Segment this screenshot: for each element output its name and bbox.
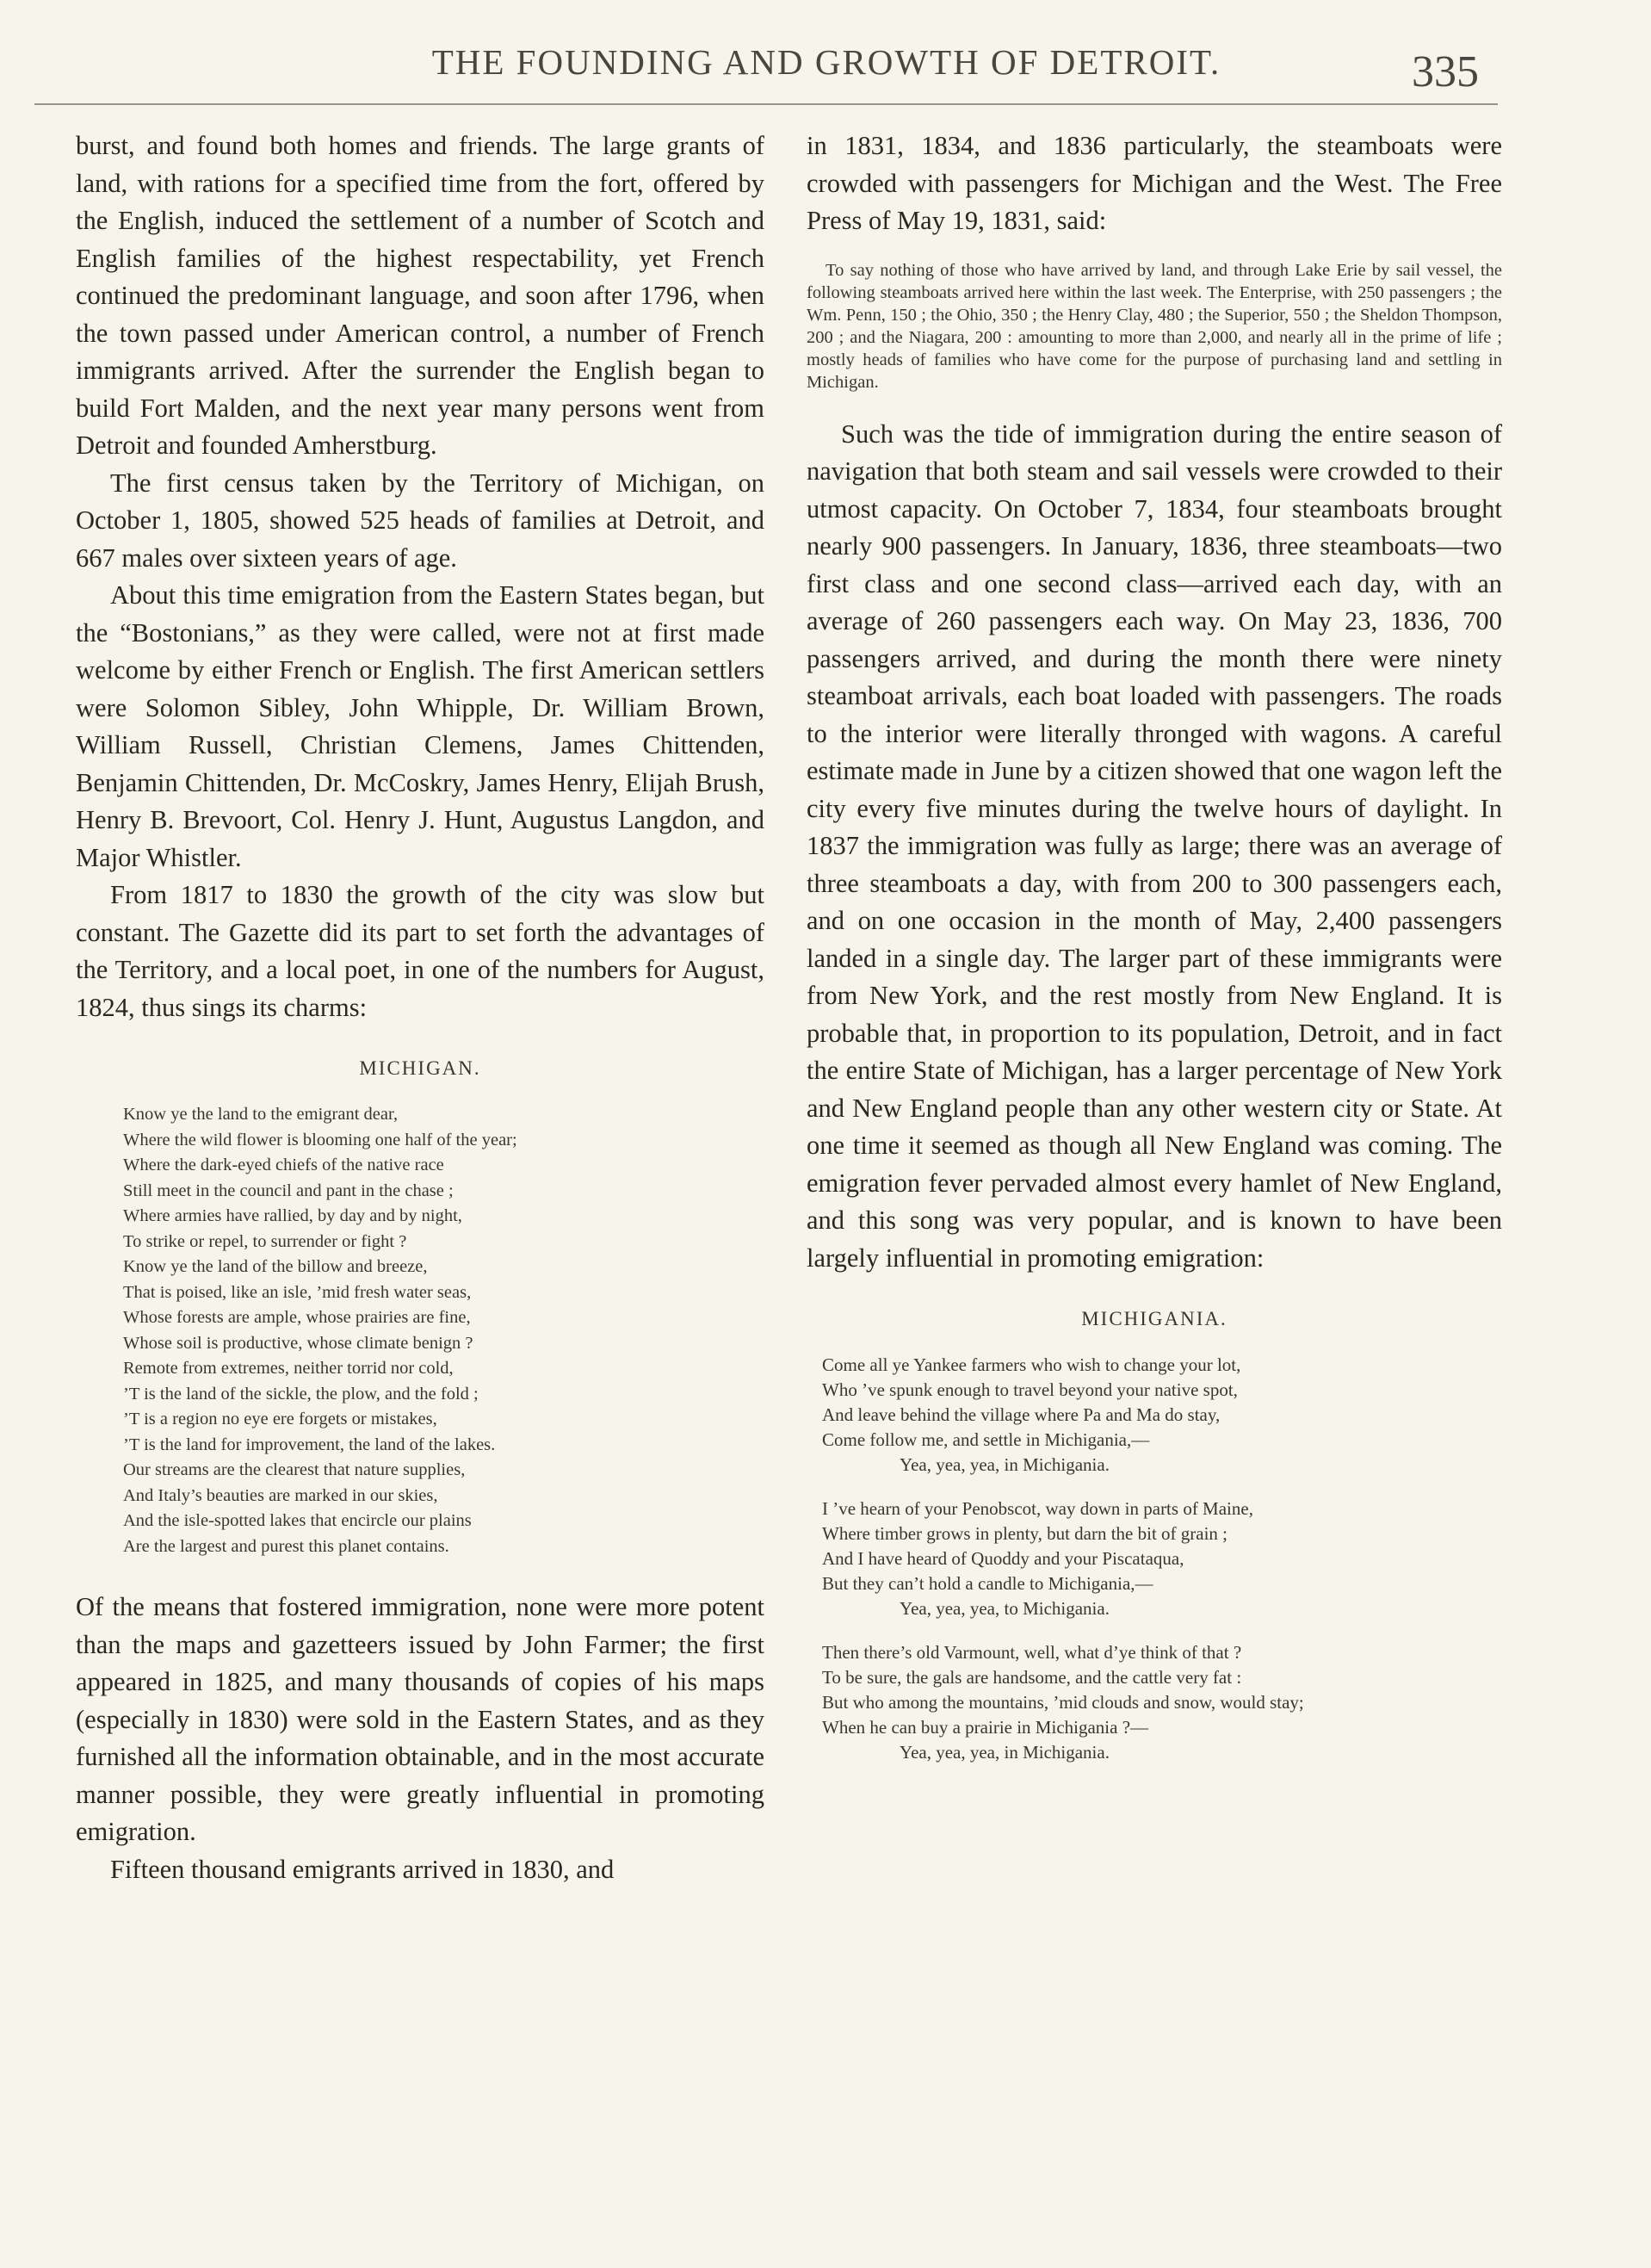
left-column — [76, 127, 764, 1888]
poem-line: Whose soil is productive, whose climate benign ? — [123, 1333, 473, 1353]
poem-line: Where the dark-eyed chiefs of the native race — [123, 1156, 444, 1174]
poem-line: Know ye the land of the billow and breeze, — [123, 1257, 428, 1276]
song-line: And I have heard of Quoddy and your Piscataqua, — [822, 1548, 1184, 1569]
poem-line: Our streams are the clearest that nature supplies, — [123, 1460, 466, 1479]
poem-line: ’T is the land for improvement, the land of the lakes. — [123, 1435, 496, 1454]
poem-line: Still meet in the council and pant in the chase ; — [123, 1180, 454, 1200]
song-line: But they can’t hold a candle to Michigania,— — [822, 1573, 1153, 1594]
song-line: Where timber grows in plenty, but darn the bit of grain ; — [822, 1523, 1228, 1544]
page-header — [0, 41, 1651, 102]
header-rule — [34, 103, 1498, 105]
poem-michigan — [123, 1102, 764, 1559]
song-line: But who among the mountains, ’mid clouds and snow, would stay; — [822, 1692, 1304, 1713]
poem-line: And the isle-spotted lakes that encircle our plains — [123, 1511, 472, 1530]
song-line: Who ’ve spunk enough to travel beyond your native spot, — [822, 1379, 1238, 1400]
song-refrain: Yea, yea, yea, in Michigania. — [900, 1742, 1110, 1763]
poem-line: Remote from extremes, neither torrid nor cold, — [123, 1359, 454, 1378]
paragraph: Fifteen thousand emigrants arrived in 1830, and — [110, 1854, 615, 1884]
poem-line: To strike or repel, to surrender or fight ? — [123, 1231, 407, 1251]
song-stanza — [822, 1497, 1502, 1621]
paragraph: About this time emigration from the Eastern States began, but the “Bostonians,” as they were called, were not at first made welcome by either French or English. The first American settlers were Solomon Sibley, John Whipple, Dr. William Brown, William Russell, Christian Clemens, James Chittenden, Benjamin Chittenden, Dr. McCoskry, James Henry, Elijah Brush, Henry B. Brevoort, Col. Henry J. Hunt, Augustus Langdon, and Major Whistler. — [76, 580, 764, 872]
paragraph: Of the means that fostered immigration, none were more potent than the maps and gazetteers issued by John Farmer; the first appeared in 1825, and many thousands of copies of his maps (especially in 1830) were sold in the Eastern States, and as they furnished all the information obtainable, and in the most accurate manner possible, they were greatly influential in promoting emigration. — [76, 1592, 764, 1846]
poem-line: And Italy’s beauties are marked in our skies, — [123, 1485, 438, 1505]
paragraph: Such was the tide of immigration during the entire season of navigation that both steam and sail vessels were crowded to their utmost capacity. On October 7, 1834, four steamboats brought nearly 900 passengers. In January, 1836, three steamboats—two first class and one second class—arrived each day, with an average of 260 passengers each way. On May 23, 1836, 700 passengers arrived, and during the month there were ninety steamboat arrivals, each boat loaded with passengers. The roads to the interior were literally thronged with wagons. A careful estimate made in June by a citizen showed that one wagon left the city every five minutes during the twelve hours of daylight. In 1837 the immigration was fully as large; there was an average of three steamboats a day, with from 200 to 300 passengers each, and on one occasion in the month of May, 2,400 passengers landed in a single day. The larger part of these immigrants were from New York, and the rest mostly from New England. It is probable that, in proportion to its population, Detroit, and in fact the entire State of Michigan, has a larger percentage of New York and New England people than any other western city or State. At one time it seemed as though all New England was coming. The emigration fever pervaded almost every hamlet of New England, and this song was very popular, and is known to have been largely influential in promoting emigration: — [807, 418, 1502, 1273]
page-number: 335 — [1412, 47, 1479, 96]
song-line: Come follow me, and settle in Michigania,— — [822, 1429, 1150, 1450]
running-head: THE FOUNDING AND GROWTH OF DETROIT. — [431, 42, 1221, 82]
poem-line: Whose forests are ample, whose prairies are fine, — [123, 1308, 471, 1327]
poem-line: Know ye the land to the emigrant dear, — [123, 1105, 399, 1124]
song-line: I ’ve hearn of your Penobscot, way down in parts of Maine, — [822, 1498, 1253, 1519]
poem-line: ’T is the land of the sickle, the plow, and the fold ; — [123, 1384, 479, 1404]
poem-line: That is poised, like an isle, ’mid fresh water seas, — [123, 1282, 472, 1302]
poem-line: Are the largest and purest this planet contains. — [123, 1536, 449, 1556]
song-title: MICHIGANIA. — [1081, 1308, 1227, 1329]
poem-line: Where armies have rallied, by day and by night, — [123, 1206, 462, 1225]
block-quote: To say nothing of those who have arrived by land, and through Lake Erie by sail vessel, the following steamboats arrived here within the last week. The Enterprise, with 250 passengers ; the Wm. Penn, 150 ; the Ohio, 350 ; the Henry Clay, 480 ; the Superior, 550 ; the Sheldon Thompson, 200 ; and the Niagara, 200 : amounting to more than 2,000, and nearly all in the prime of life ; mostly heads of families who have come for the purpose of purchasing land and settling in Michigan. — [807, 260, 1502, 392]
song-stanza — [822, 1640, 1502, 1765]
poem-line: ’T is a region no eye ere forgets or mistakes, — [123, 1410, 437, 1428]
song-line: Come all ye Yankee farmers who wish to change your lot, — [822, 1354, 1241, 1375]
paragraph: burst, and found both homes and friends. The large grants of land, with rations for a specified time from the fort, offered by the English, induced the settlement of a number of Scotch and English families of the highest respectability, yet French continued the predominant language, and soon after 1796, when the town passed under American control, a number of French immigrants arrived. After the surrender the English began to build Fort Malden, and the next year many persons went from Detroit and founded Amherstburg. — [76, 131, 764, 460]
song-line: When he can buy a prairie in Michigania ?— — [822, 1717, 1149, 1738]
song-line: And leave behind the village where Pa and Ma do stay, — [822, 1404, 1221, 1425]
paragraph: in 1831, 1834, and 1836 particularly, the steamboats were crowded with passengers for Michigan and the West. The Free Press of May 19, 1831, said: — [807, 131, 1502, 235]
paragraph: From 1817 to 1830 the growth of the city was slow but constant. The Gazette did its part to set forth the advantages of the Territory, and a local poet, in one of the numbers for August, 1824, thus sings its charms: — [76, 880, 764, 1022]
song-line: Then there’s old Varmount, well, what d’ye think of that ? — [822, 1642, 1242, 1663]
song-refrain: Yea, yea, yea, to Michigania. — [900, 1598, 1110, 1619]
right-column — [807, 127, 1502, 1784]
song-refrain: Yea, yea, yea, in Michigania. — [900, 1454, 1110, 1475]
paragraph: The first census taken by the Territory of Michigan, on October 1, 1805, showed 525 heads of families at Detroit, and 667 males over sixteen years of age. — [76, 468, 764, 573]
song-stanza — [822, 1353, 1502, 1478]
poem-line: Where the wild flower is blooming one half of the year; — [123, 1130, 517, 1149]
song-line: To be sure, the gals are handsome, and the cattle very fat : — [822, 1667, 1242, 1688]
poem-title: MICHIGAN. — [359, 1057, 481, 1079]
